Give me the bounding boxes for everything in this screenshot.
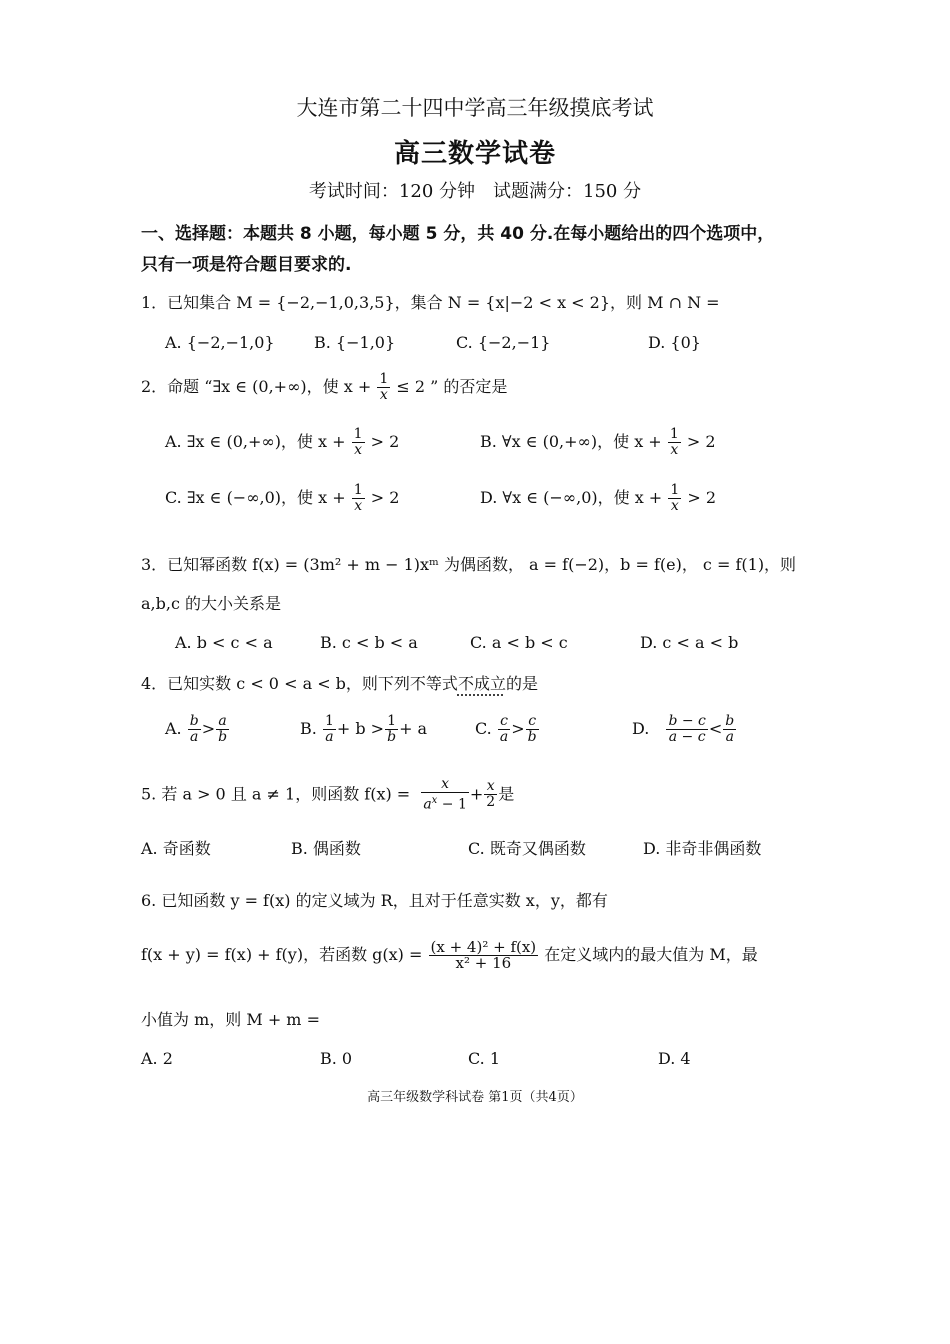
q4-prefix: 4．已知实数 c < 0 < a < b，则下列不等式 (141, 674, 458, 693)
q5-option-d: D. 非奇非偶函数 (643, 839, 762, 858)
q3-option-d: D. c < a < b (640, 633, 739, 652)
q2-prefix: 2．命题 “∃x ∈ (0,+∞)，使 x + (141, 377, 372, 396)
q2-option-d-prefix: D. ∀x ∈ (−∞,0)，使 x + (480, 488, 663, 507)
q1-option-b: B. {−1,0} (314, 333, 396, 352)
q1-option-d: D. {0} (648, 333, 701, 352)
exam-title: 高三数学试卷 (393, 139, 556, 169)
q2-option-c-suffix: > 2 (370, 488, 400, 507)
page-footer: 高三年级数学科试卷 第1页（共4页） (367, 1090, 583, 1105)
q5-suffix: 是 (498, 784, 515, 804)
q2-option-c (165, 483, 399, 514)
q4-suffix: 的是 (505, 674, 538, 693)
q4-option-c: C. $\frac{c}{a}$ > $\frac{c}{b}$ (475, 713, 537, 745)
q2-option-d (480, 483, 716, 514)
q2-option-c-fraction: $\frac{1}{x}$ (353, 482, 363, 514)
q5-plus: + (469, 784, 484, 804)
exam-meta: 考试时间：120 分钟 试题满分：150 分 (308, 181, 642, 202)
question-3-line2: a,b,c 的大小关系是 (141, 594, 282, 613)
q2-suffix: ≤ 2 ” 的否定是 (396, 377, 508, 396)
q4-option-c-label: C. (475, 719, 492, 738)
q2-option-b-suffix: > 2 (686, 432, 716, 451)
q1-option-c: C. {−2,−1} (456, 333, 551, 352)
q2-option-b (480, 427, 716, 458)
q6-option-b: B. 0 (320, 1049, 353, 1068)
q4-option-b: B. $\frac{1}{a}$ + b > $\frac{1}{b}$ + a (300, 713, 428, 745)
q5-option-b: B. 偶函数 (291, 839, 361, 858)
q4-option-d: D. $\frac{b - c}{a - c}$ < $\frac{b}{a}$ (632, 713, 735, 745)
q2-option-a (165, 427, 399, 458)
q6-fraction-den: x² + 16 (455, 954, 512, 972)
question-2 (141, 372, 507, 403)
q5-option-a: A. 奇函数 (141, 839, 211, 858)
q3-option-b: B. c < b < a (320, 633, 418, 652)
q5-option-c: C. 既奇又偶函数 (468, 839, 586, 858)
question-4 (141, 671, 538, 694)
q2-option-a-prefix: A. ∃x ∈ (0,+∞)，使 x + (165, 432, 346, 451)
q1-option-a: A. {−2,−1,0} (165, 333, 275, 352)
q2-fraction: $\frac{1}{x}$ (379, 371, 389, 403)
q6-fraction-num: (x + 4)² + f(x) (430, 938, 537, 956)
q4-option-b-plus-b: + b (336, 719, 366, 738)
q4-emph-text: 不成立 (457, 674, 506, 693)
q3-option-a: A. b < c < a (175, 633, 273, 652)
q6-option-a: A. 2 (141, 1049, 173, 1068)
q5-prefix: 5. 若 a > 0 且 a ≠ 1，则函数 f(x) = (141, 784, 411, 804)
section-heading-line2: 只有一项是符合题目要求的. (141, 255, 352, 275)
section-heading-line1: 一、选择题：本题共 8 小题，每小题 5 分，共 40 分.在每小题给出的四个选项中， (141, 224, 775, 244)
question-6-line1: 6. 已知函数 y = f(x) 的定义域为 R，且对于任意实数 x，y，都有 (141, 891, 608, 910)
question-5: 5. 若 a > 0 且 a ≠ 1，则函数 f(x) = $\frac{x}{a^x - 1}$ + $\frac{x}{2}$ 是 (141, 776, 515, 813)
q2-option-d-suffix: > 2 (687, 488, 716, 507)
question-3-line1: 3．已知幂函数 f(x) = (3m² + m − 1)xᵐ 为偶函数， a = f(−2)，b = f(e)， c = f(1)，则 (141, 555, 797, 574)
q4-option-a: A. $\frac{b}{a}$ > $\frac{a}{b}$ (165, 713, 228, 745)
q2-option-a-fraction: $\frac{1}{x}$ (353, 426, 363, 458)
q2-option-a-suffix: > 2 (370, 432, 400, 451)
q6-option-c: C. 1 (468, 1049, 501, 1068)
q6-line2-prefix: f(x + y) = f(x) + f(y)，若函数 g(x) = (141, 945, 423, 964)
school-title: 大连市第二十四中学高三年级摸底考试 (296, 96, 654, 120)
question-6-line2 (141, 940, 758, 971)
q4-option-a-label: A. (165, 719, 182, 738)
q4-emphasis (458, 674, 506, 693)
q6-option-d: D. 4 (658, 1049, 691, 1068)
q4-option-b-label: B. (300, 719, 317, 738)
q2-option-b-fraction: $\frac{1}{x}$ (669, 426, 679, 458)
question-1: 1．已知集合 M = {−2,−1,0,3,5}，集合 N = {x|−2 < x < 2}，则 M ∩ N = (141, 293, 720, 312)
q2-option-d-fraction: $\frac{1}{x}$ (670, 482, 680, 514)
q2-option-b-prefix: B. ∀x ∈ (0,+∞)，使 x + (480, 432, 662, 451)
q3-option-c: C. a < b < c (470, 633, 568, 652)
q4-option-b-plus-a: + a (399, 719, 428, 738)
q6-line2-suffix: 在定义域内的最大值为 M，最 (544, 945, 758, 964)
q4-option-d-label: D. (632, 719, 650, 738)
q2-option-c-prefix: C. ∃x ∈ (−∞,0)，使 x + (165, 488, 346, 507)
question-6-line3: 小值为 m，则 M + m = (141, 1010, 320, 1029)
